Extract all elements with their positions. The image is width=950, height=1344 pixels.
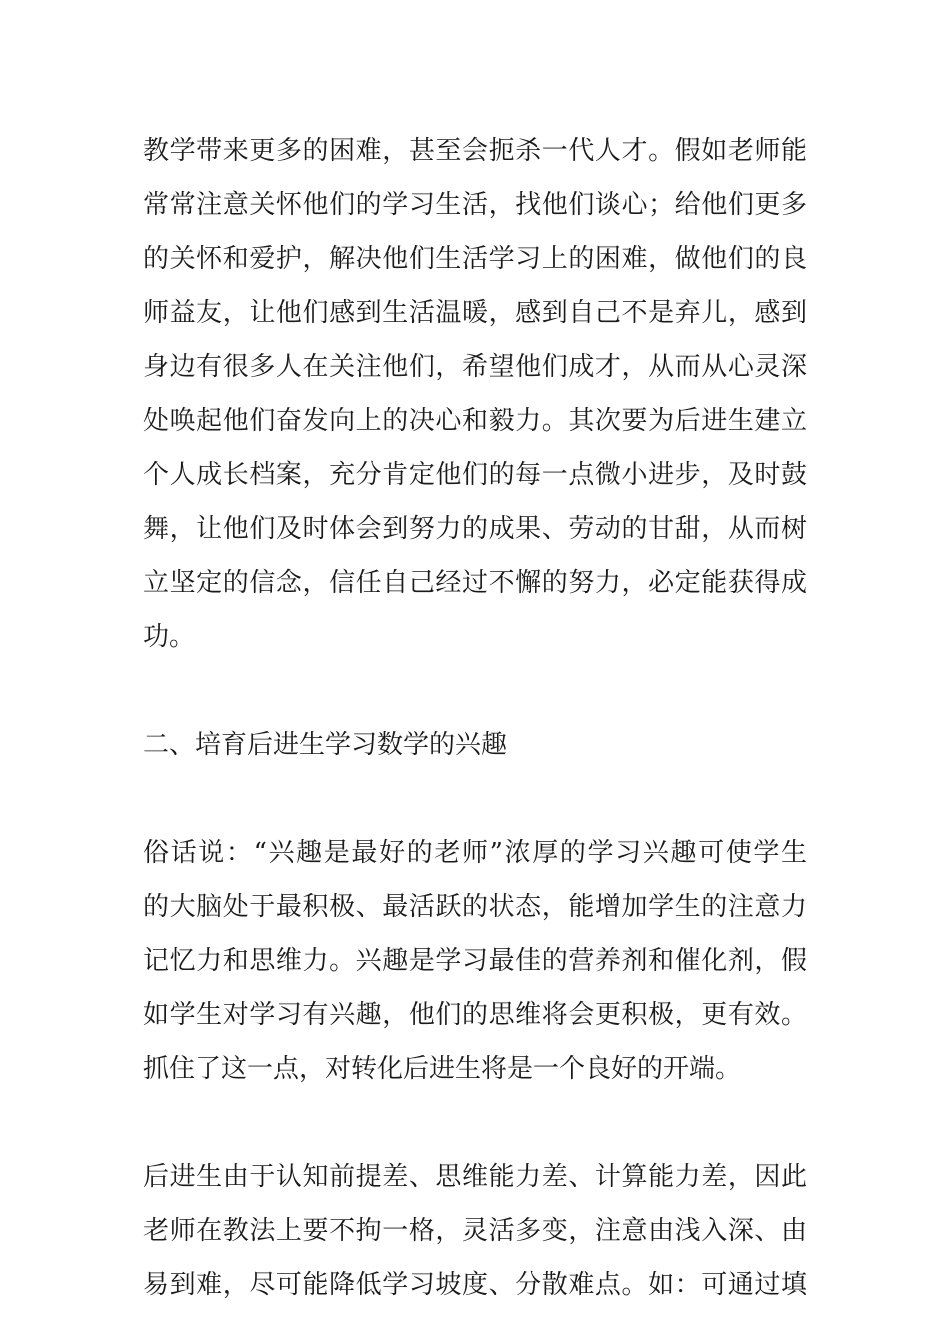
paragraph-line: 身边有很多人在关注他们，希望他们成才，从而从心灵深 bbox=[143, 352, 807, 382]
paragraph-line: 抓住了这一点，对转化后进生将是一个良好的开端。 bbox=[143, 1054, 742, 1084]
paragraph-line: 俗话说：“兴趣是最好的老师”浓厚的学习兴趣可使学生 bbox=[143, 838, 807, 868]
paragraph-line: 舞，让他们及时体会到努力的成果、劳动的甘甜，从而树 bbox=[143, 514, 807, 544]
section-heading bbox=[143, 718, 807, 772]
document-body bbox=[143, 124, 807, 1312]
paragraph-spacer bbox=[143, 664, 807, 718]
paragraph-spacer bbox=[143, 772, 807, 826]
paragraph-line: 后进生由于认知前提差、思维能力差、计算能力差，因此 bbox=[143, 1162, 807, 1192]
paragraph-spacer bbox=[143, 1096, 807, 1150]
paragraph-line: 老师在教法上要不拘一格，灵活多变，注意由浅入深、由 bbox=[143, 1216, 807, 1246]
paragraph-line: 立坚定的信念，信任自己经过不懈的努力，必定能获得成 bbox=[143, 568, 807, 598]
paragraph-line: 师益友，让他们感到生活温暖，感到自己不是弃儿，感到 bbox=[143, 298, 807, 328]
paragraph-line: 教学带来更多的困难，甚至会扼杀一代人才。假如老师能 bbox=[143, 136, 807, 166]
paragraph-interest bbox=[143, 826, 807, 1096]
paragraph-line: 记忆力和思维力。兴趣是学习最佳的营养剂和催化剂，假 bbox=[143, 946, 807, 976]
paragraph-line: 的关怀和爱护，解决他们生活学习上的困难，做他们的良 bbox=[143, 244, 807, 274]
paragraph-continuation bbox=[143, 124, 807, 664]
paragraph-line: 功。 bbox=[143, 622, 196, 652]
paragraph-line: 如学生对学习有兴趣，他们的思维将会更积极，更有效。 bbox=[143, 1000, 807, 1030]
paragraph-line: 处唤起他们奋发向上的决心和毅力。其次要为后进生建立 bbox=[143, 406, 807, 436]
paragraph-line: 的大脑处于最积极、最活跃的状态，能增加学生的注意力 bbox=[143, 892, 807, 922]
paragraph-line: 常常注意关怀他们的学习生活，找他们谈心；给他们更多 bbox=[143, 190, 807, 220]
paragraph-line: 个人成长档案，充分肯定他们的每一点微小进步，及时鼓 bbox=[143, 460, 807, 490]
paragraph-line: 易到难，尽可能降低学习坡度、分散难点。如：可通过填 bbox=[143, 1270, 807, 1300]
section-heading-text: 二、培育后进生学习数学的兴趣 bbox=[143, 730, 508, 760]
paragraph-teaching-method bbox=[143, 1150, 807, 1312]
